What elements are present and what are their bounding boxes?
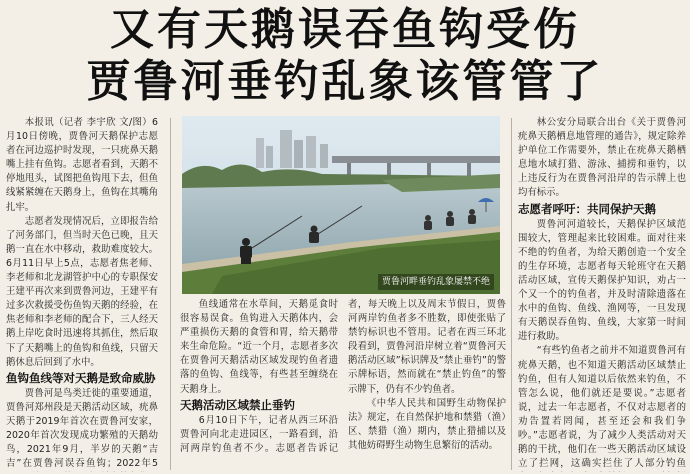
article-column-3 (518, 116, 686, 472)
headline-line-2: 贾鲁河垂钓乱象该管管了 (86, 56, 604, 107)
photo-caption: 贾鲁河畔垂钓乱象屡禁不绝 (378, 274, 494, 290)
section-subhead (180, 397, 338, 414)
riverside-fishing-photo (182, 116, 500, 294)
paragraph: 《中华人民共和国野生动物保护法》规定，在自然保护地和禁猎（渔）区、禁猎（渔）期内，禁止猎捕以及其他妨碍野生动物生息繁衍的活动。 (348, 397, 506, 451)
subhead-text: 天鹅活动区域禁止垂钓 (180, 397, 295, 412)
subhead-text: 志愿者呼吁：共同保护天鹅 (518, 201, 656, 216)
column-divider (170, 118, 171, 470)
paragraph: 志愿者发现情况后，立即报告给了河务部门，但当时天色已晚，且天鹅一直在水中移动，救助难度较大。6月11日早上5点，志愿者焦老师、李老师和北龙湖管护中心的专职保安王建平再次来到贾鲁河边，王建平有过多次救援受伤鱼钩天鹅的经验，在焦老师和李老师的配合下，三人经天鹅上岸吃食时迅速将其抓住，然后取下了天鹅嘴上的鱼钩和鱼线，只留天鹅休息后回到了水中。 (6, 215, 158, 368)
column-divider (511, 118, 512, 470)
paragraph: 6月10日下午，记者从西三环沿贾鲁河向北走进园区，一路看到，沿河两岸钓鱼者不少。志愿者告诉记者，每天晚上以及周末节假日，贾鲁河两岸钓鱼者多不胜数，即使张贴了禁钓标识也不管用。记者在西三环北段看到，贾鲁河沿岸树立着“贾鲁河天鹅活动区域”标识牌及“禁止垂钓”的警示牌标语，然而就在“禁止钓鱼”的警示牌下，仍有不少钓鱼者。 (180, 299, 506, 454)
article-column-1 (6, 116, 158, 472)
subhead-text: 鱼钩鱼线等对天鹅是致命威胁 (6, 370, 156, 385)
paragraph: 贾鲁河河道较长，天鹅保护区域范围较大，管理起来比较困难。面对往来不绝的钓鱼者，为给天鹅创造一个安全的生存环境，志愿者每天轮班守在天鹅活动区域，宣传天鹅保护知识，劝占一个又一个的钓鱼者，并及时清除遗落在水中的鱼钩、鱼线、渔网等，一旦发现有天鹅误吞鱼钩、鱼线，大家第一时间进行救助。 (518, 218, 686, 343)
photo-illustration (182, 116, 500, 294)
paragraph: 本报讯（记者 李宇欣 文/图）6月10日傍晚，贾鲁河天鹅保护志愿者在河边巡护时发现，一只疣鼻天鹅嘴上挂有鱼钩。志愿者看到，天鹅不停地甩头，试图把鱼钩甩下去，但鱼线紧紧缠在天鹅身上，鱼钩在其嘴角扎牢。 (6, 117, 158, 213)
section-subhead (6, 370, 158, 387)
paragraph: 鱼线通常在水草间，天鹅觅食时很容易误食。鱼钩进入天鹅体内，会严重损伤天鹅的食管和胃，给天鹅带来生命危险。“近一个月，志愿者多次在贾鲁河天鹅活动区域发现钓鱼者遗落的鱼钩、鱼线等，有些甚至缠绕在天鹅身上。 (180, 299, 338, 395)
paragraph: “有些钓鱼者之前并不知道贾鲁河有疣鼻天鹅，也不知道天鹅活动区域禁止钓鱼，但有人知道以后依然来钓鱼，不管怎么说，他们就还是要说。”志愿者说，过去一年志愿者，不仅对志愿者的劝告置若罔闻，甚至还会和我们争吵。”志愿者说，为了减少人类活动对天鹅的干扰，他们在一些天鹅活动区域设立了拦网，这确实拦住了人部分钓鱼 (518, 345, 686, 470)
article-column-2 (180, 116, 506, 472)
paragraph: 贾鲁河是鸟类迁徙的重要通道，贾鲁河郑州段是天鹅活动区域，疣鼻天鹅于2019年首次在贾鲁河安家，2020年首次发现成功繁殖的天鹅幼鸟，2021年9月，半岁的天鹅“吉吉”在贾鲁河误吞鱼钩；2022年5 (6, 387, 158, 470)
paragraph: 林公安分局联合出台《关于贾鲁河疣鼻天鹅栖息地管理的通告》，规定除养护单位工作需要外，禁止在疣鼻天鹅栖息地水域打猎、游泳、捕捞和垂钓，以上违反行为在贾鲁河沿岸的告示牌上也均有标示。 (518, 117, 686, 199)
column-2-body (180, 298, 506, 468)
headline-line-1: 又有天鹅误吞鱼钩受伤 (110, 4, 580, 55)
section-subhead (518, 201, 686, 218)
